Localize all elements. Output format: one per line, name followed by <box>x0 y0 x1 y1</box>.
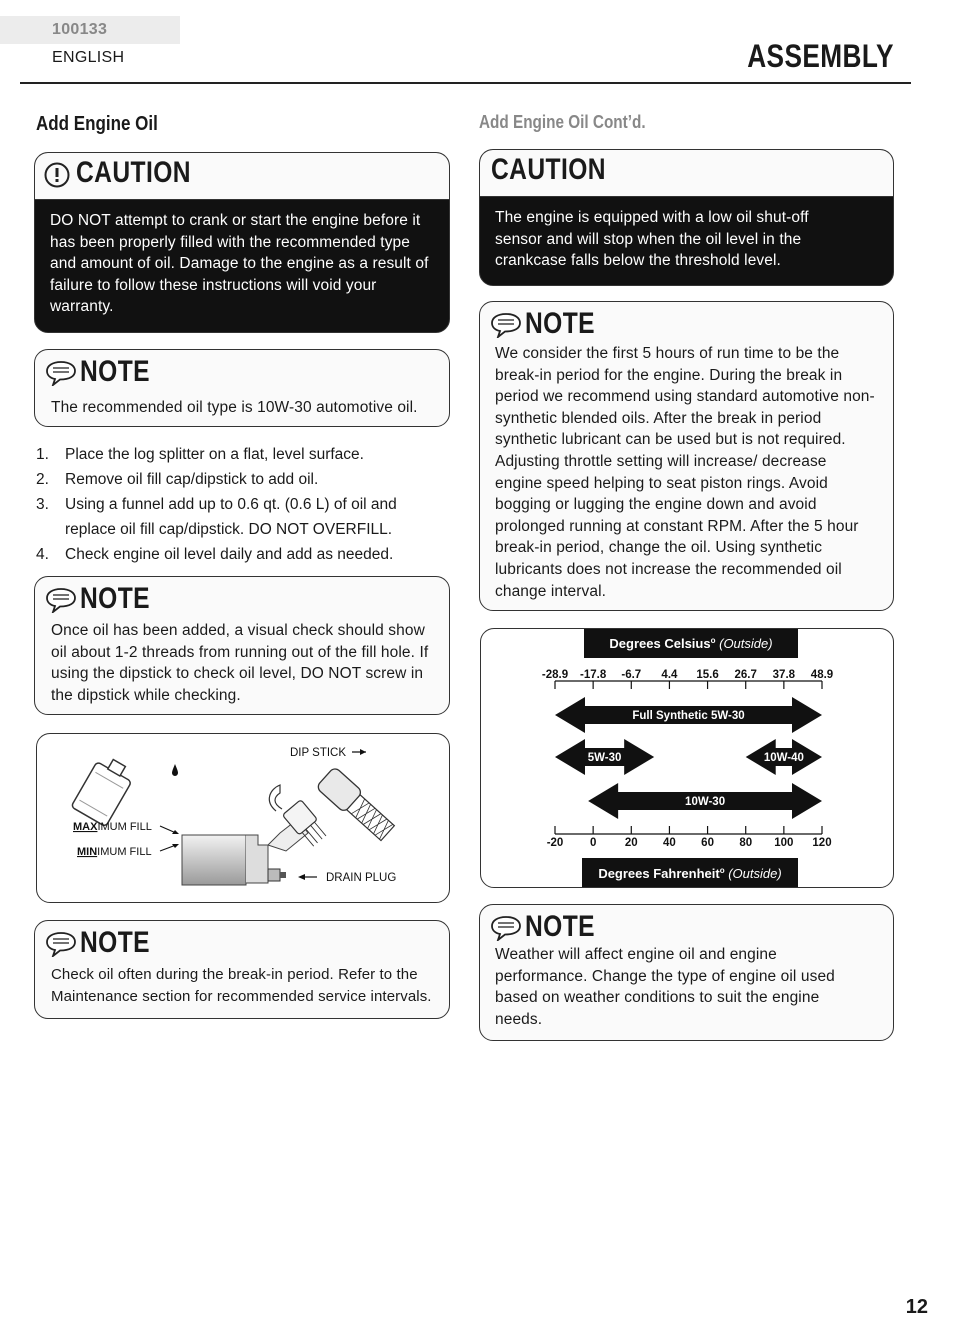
speech-bubble-icon <box>490 915 522 941</box>
oil-temperature-chart <box>480 628 894 888</box>
fahrenheit-tick-label: 40 <box>662 836 676 849</box>
instruction-steps <box>36 442 435 567</box>
fahrenheit-tick-label: 60 <box>700 836 714 849</box>
note-title: NOTE <box>80 926 150 959</box>
doc-language: ENGLISH <box>52 49 125 66</box>
max-fill-label: MAXIMUM FILL <box>72 820 152 833</box>
caution-box-right <box>479 149 894 286</box>
note-box-oil-type <box>34 349 450 427</box>
note-title: NOTE <box>80 582 150 615</box>
temperature-range-graphic <box>480 628 894 888</box>
oil-range-label: 5W-30 <box>587 751 621 764</box>
page-title: ASSEMBLY <box>747 38 894 74</box>
section-heading-add-oil-contd: Add Engine Oil Cont’d. <box>479 112 646 132</box>
step-item: 1. Place the log splitter on a flat, level surface. <box>36 446 364 463</box>
speech-bubble-icon <box>45 360 77 386</box>
speech-bubble-icon <box>45 587 77 613</box>
note-title: NOTE <box>80 355 150 388</box>
caution-text: DO NOT attempt to crank or start the engine before it has been properly filled with the recommended type and amount of oil. Damage to the engine as a result of failure to follow these instructions will void your warranty. <box>50 212 429 316</box>
dipstick <box>315 766 396 843</box>
oil-bottle-icon <box>71 753 137 827</box>
note-text: The recommended oil type is 10W-30 automotive oil. <box>51 399 418 416</box>
oil-range-label: Full Synthetic 5W-30 <box>631 709 745 722</box>
crankcase <box>182 835 246 885</box>
celsius-axis <box>541 669 832 689</box>
celsius-tick-label: -6.7 <box>620 668 641 681</box>
note-text: Check oil often during the break-in period. Refer to the Maintenance section for recommended service intervals. <box>51 966 432 1005</box>
doc-number: 100133 <box>52 21 108 38</box>
fahrenheit-tick-label: 20 <box>624 836 638 849</box>
caution-header <box>35 153 449 200</box>
caution-header <box>480 150 893 197</box>
fahrenheit-axis <box>546 826 831 849</box>
oil-diagram-drawing <box>36 733 450 903</box>
caution-title: CAUTION <box>491 153 606 186</box>
note-box-visual-check <box>34 576 450 715</box>
note-text: We consider the first 5 hours of run time to be the break-in period for the engine. During the break in period we recommend using standard automotive non-synthetic blended oils. After the break in period synthetic lubricant can be used but is not required. Adjusting throttle setting will increase/ decrease engine speed helping to seat piston rings. Avoid bogging or lugging the engine down and avoid prolonged running at constant RPM. After the 5 hour break-in period, change the oil. Using synthetic lubricants does not increase the recommended oil change interval. <box>495 345 875 600</box>
oil-fill-diagram <box>36 733 450 903</box>
dipstick-label: DIP STICK <box>289 746 346 759</box>
drain-plug-label: DRAIN PLUG <box>325 871 396 884</box>
note-text: Once oil has been added, a visual check should show oil about 1-2 threads from running out of the fill hole. If using the dipstick to check oil level, DO NOT screw in the dipstick while checking. <box>51 622 429 704</box>
note-title: NOTE <box>525 307 595 340</box>
doc-tag <box>0 16 180 66</box>
oil-range-label: 10W-30 <box>684 795 725 808</box>
note-box-break-in <box>34 920 450 1019</box>
header-rule <box>20 82 911 84</box>
celsius-tick-label: 26.7 <box>734 668 757 681</box>
note-text: Weather will affect engine oil and engine performance. Change the type of engine oil used based on weather conditions to suit the engine needs. <box>495 946 835 1028</box>
step-item: 2. Remove oil fill cap/dipstick to add oil. <box>36 471 319 488</box>
note-box-break-in-period <box>479 301 894 611</box>
fahrenheit-tick-label: 80 <box>738 836 752 849</box>
fahrenheit-tick-label: 100 <box>773 836 793 849</box>
fahrenheit-header: Degrees Fahrenheit$^o$ (Outside) <box>597 865 782 881</box>
fahrenheit-tick-label: 120 <box>811 836 832 849</box>
celsius-tick-label: -28.9 <box>541 668 568 681</box>
caution-title: CAUTION <box>76 156 191 189</box>
note-box-weather <box>479 904 894 1041</box>
celsius-tick-label: 15.6 <box>695 668 719 681</box>
oil-drop-icon <box>172 764 178 776</box>
fahrenheit-tick-label: 0 <box>589 836 596 849</box>
oil-range-label: 10W-40 <box>763 751 804 764</box>
speech-bubble-icon <box>45 931 77 957</box>
oil-ranges <box>555 697 822 819</box>
speech-bubble-icon <box>490 312 522 338</box>
caution-text: The engine is equipped with a low oil shut-off sensor and will stop when the oil level in the crankcase falls below the threshold level. <box>495 209 809 270</box>
celsius-tick-label: -17.8 <box>579 668 606 681</box>
fahrenheit-tick-label: -20 <box>546 836 563 849</box>
caution-box-left <box>34 152 450 333</box>
section-heading-add-oil: Add Engine Oil <box>36 113 158 135</box>
drain-plug <box>268 869 280 881</box>
min-fill-label: MINIMUM FILL <box>76 845 152 858</box>
step-item: 3. Using a funnel add up to 0.6 qt. (0.6 L) of oil and replace oil fill cap/dipstick. DO NOT OVERFILL. <box>36 496 397 538</box>
step-item: 4. Check engine oil level daily and add as needed. <box>36 546 394 563</box>
celsius-tick-label: 4.4 <box>660 668 677 681</box>
page-number: 12 <box>905 1296 928 1318</box>
celsius-tick-label: 37.8 <box>772 668 795 681</box>
note-title: NOTE <box>525 910 595 943</box>
warning-icon <box>44 162 70 188</box>
celsius-header: Degrees Celsius$^o$ (Outside) <box>608 635 773 651</box>
celsius-tick-label: 48.9 <box>810 668 833 681</box>
